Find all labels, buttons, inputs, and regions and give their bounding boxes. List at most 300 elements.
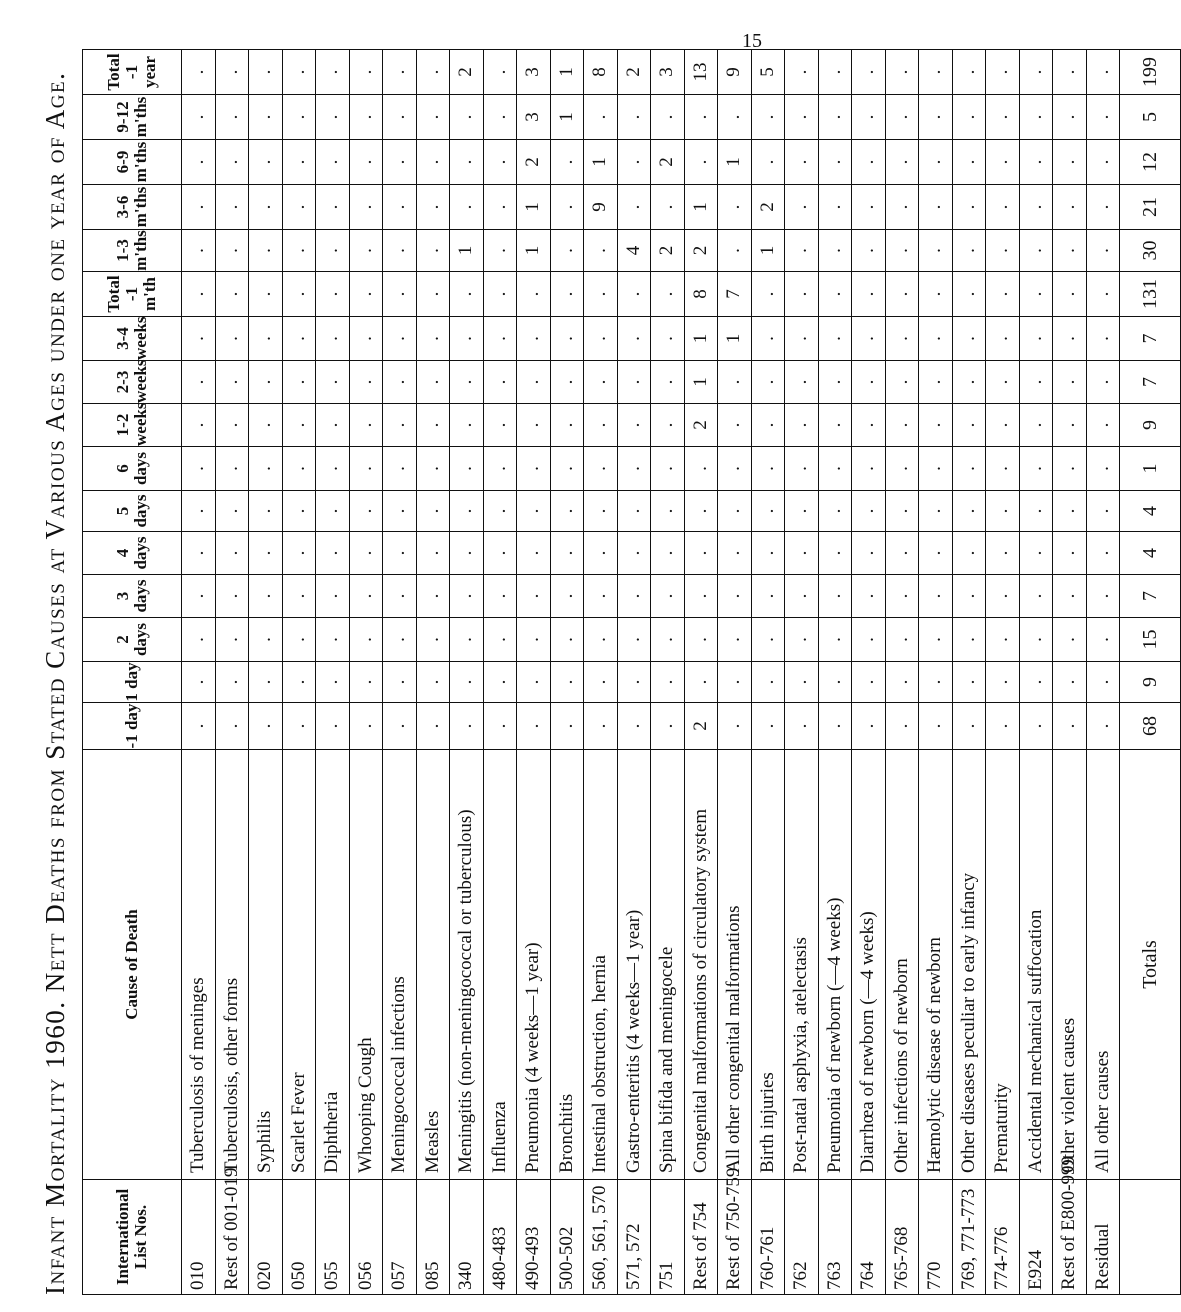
value-cell: .	[986, 230, 1020, 272]
value-cell: .	[215, 703, 249, 750]
value-cell: .	[751, 532, 785, 575]
value-cell: .	[450, 95, 484, 140]
value-cell: .	[416, 230, 450, 272]
value-cell: .	[249, 575, 283, 618]
value-cell: .	[282, 272, 316, 317]
value-cell: .	[718, 404, 752, 447]
value-cell: 1	[550, 50, 584, 95]
value-cell: .	[316, 618, 350, 662]
column-header-d2: 2 days	[83, 618, 182, 662]
value-cell: .	[1019, 703, 1053, 750]
value-cell: .	[215, 185, 249, 230]
cause-cell: Meningitis (non-meningococcal or tuberculous)	[450, 750, 484, 1180]
table-row	[617, 50, 651, 1295]
value-cell: .	[584, 404, 618, 447]
value-cell: .	[1019, 272, 1053, 317]
value-cell: .	[751, 703, 785, 750]
value-cell: .	[517, 361, 551, 404]
cause-cell: Bronchitis	[550, 750, 584, 1180]
column-header-d3: 3 days	[83, 575, 182, 618]
table-row	[818, 50, 852, 1295]
value-cell: .	[550, 662, 584, 703]
value-cell: .	[952, 95, 986, 140]
value-cell: 2	[517, 140, 551, 185]
value-cell: .	[885, 361, 919, 404]
totals-row	[1120, 50, 1181, 1295]
value-cell: .	[818, 447, 852, 491]
value-cell: .	[483, 662, 517, 703]
page-title: Infant Mortality 1960. Nett Deaths from Stated Causes at Various Ages under one year of Age.	[40, 71, 70, 1295]
value-cell: .	[718, 185, 752, 230]
value-cell: .	[651, 618, 685, 662]
value-cell: .	[986, 140, 1020, 185]
list-number-cell: Rest of 754	[684, 1180, 718, 1295]
value-cell: .	[349, 618, 383, 662]
value-cell: .	[986, 532, 1020, 575]
table-row	[517, 50, 551, 1295]
value-cell: .	[818, 491, 852, 532]
value-cell: .	[885, 618, 919, 662]
value-cell: .	[215, 95, 249, 140]
value-cell: .	[1019, 50, 1053, 95]
table-row	[383, 50, 417, 1295]
value-cell: .	[919, 50, 953, 95]
value-cell: .	[316, 532, 350, 575]
value-cell: .	[215, 317, 249, 361]
value-cell: .	[651, 95, 685, 140]
value-cell: .	[182, 404, 216, 447]
value-cell: .	[182, 662, 216, 703]
value-cell: .	[416, 95, 450, 140]
value-cell: .	[751, 447, 785, 491]
value-cell: .	[316, 185, 350, 230]
value-cell: .	[1086, 185, 1120, 230]
value-cell: 1	[584, 140, 618, 185]
column-header-tm: Total -1 m'th	[83, 272, 182, 317]
value-cell: .	[383, 662, 417, 703]
value-cell: 2	[450, 50, 484, 95]
value-cell: .	[416, 532, 450, 575]
value-cell: .	[584, 491, 618, 532]
value-cell: .	[919, 140, 953, 185]
value-cell: 9	[584, 185, 618, 230]
cause-cell: Whooping Cough	[349, 750, 383, 1180]
value-cell: .	[952, 662, 986, 703]
cause-cell: All other congenital malformations	[718, 750, 752, 1180]
cause-cell: Measles	[416, 750, 450, 1180]
column-header-ty: Total -1 year	[83, 50, 182, 95]
list-number-cell: E924	[1019, 1180, 1053, 1295]
value-cell: .	[249, 703, 283, 750]
value-cell: .	[919, 662, 953, 703]
value-cell: .	[651, 532, 685, 575]
value-cell: .	[215, 532, 249, 575]
value-cell: .	[986, 404, 1020, 447]
table-row	[450, 50, 484, 1295]
value-cell: .	[316, 491, 350, 532]
value-cell: .	[1053, 575, 1087, 618]
rotated-page	[30, 53, 1161, 1295]
value-cell: .	[450, 575, 484, 618]
value-cell: .	[215, 491, 249, 532]
table-row	[651, 50, 685, 1295]
value-cell: .	[416, 662, 450, 703]
value-cell: .	[1019, 618, 1053, 662]
value-cell: .	[1053, 532, 1087, 575]
table-row	[182, 50, 216, 1295]
value-cell: .	[517, 575, 551, 618]
value-cell: .	[751, 272, 785, 317]
table-row	[1086, 50, 1120, 1295]
value-cell: .	[1019, 575, 1053, 618]
value-cell: .	[852, 317, 886, 361]
list-number-cell: 020	[249, 1180, 283, 1295]
list-number-cell: 770	[919, 1180, 953, 1295]
column-header-m6: 6-9 m'ths	[83, 140, 182, 185]
value-cell: .	[818, 140, 852, 185]
value-cell: .	[1019, 361, 1053, 404]
value-cell: .	[550, 140, 584, 185]
value-cell: .	[215, 50, 249, 95]
value-cell: .	[785, 618, 819, 662]
value-cell: .	[249, 95, 283, 140]
value-cell: .	[383, 404, 417, 447]
value-cell: .	[550, 230, 584, 272]
value-cell: .	[785, 447, 819, 491]
value-cell: .	[249, 532, 283, 575]
value-cell: .	[517, 404, 551, 447]
value-cell: .	[182, 491, 216, 532]
table-row	[550, 50, 584, 1295]
value-cell: .	[450, 361, 484, 404]
cause-cell: Pneumonia of newborn (—4 weeks)	[818, 750, 852, 1180]
value-cell: .	[416, 50, 450, 95]
value-cell: .	[1019, 491, 1053, 532]
total-value-cell: 131	[1120, 272, 1181, 317]
value-cell: 2	[684, 703, 718, 750]
value-cell: .	[1086, 491, 1120, 532]
value-cell: .	[617, 95, 651, 140]
value-cell: .	[182, 50, 216, 95]
value-cell: .	[718, 575, 752, 618]
value-cell: .	[617, 272, 651, 317]
value-cell: .	[1086, 50, 1120, 95]
value-cell: .	[215, 662, 249, 703]
value-cell: .	[1019, 662, 1053, 703]
table-row	[684, 50, 718, 1295]
value-cell: .	[1086, 703, 1120, 750]
value-cell: .	[617, 532, 651, 575]
value-cell: .	[751, 404, 785, 447]
value-cell: .	[517, 532, 551, 575]
value-cell: .	[718, 230, 752, 272]
value-cell: .	[986, 361, 1020, 404]
value-cell: .	[919, 703, 953, 750]
value-cell: .	[1019, 185, 1053, 230]
value-cell: .	[617, 185, 651, 230]
value-cell: .	[818, 185, 852, 230]
value-cell: .	[885, 491, 919, 532]
value-cell: .	[550, 703, 584, 750]
value-cell: .	[1019, 447, 1053, 491]
value-cell: .	[986, 491, 1020, 532]
value-cell: .	[718, 703, 752, 750]
list-number-cell: 763	[818, 1180, 852, 1295]
value-cell: .	[1086, 404, 1120, 447]
value-cell: 2	[651, 230, 685, 272]
column-header-w3: 3-4 weeks	[83, 317, 182, 361]
list-number-cell: Rest of 001-019	[215, 1180, 249, 1295]
value-cell: .	[684, 140, 718, 185]
value-cell: .	[483, 230, 517, 272]
value-cell: .	[684, 491, 718, 532]
value-cell: .	[785, 317, 819, 361]
value-cell: .	[919, 95, 953, 140]
value-cell: .	[550, 185, 584, 230]
value-cell: .	[316, 361, 350, 404]
value-cell: .	[550, 404, 584, 447]
value-cell: .	[282, 95, 316, 140]
value-cell: .	[952, 317, 986, 361]
value-cell: .	[182, 447, 216, 491]
cause-cell: Intestinal obstruction, hernia	[584, 750, 618, 1180]
value-cell: .	[483, 317, 517, 361]
value-cell: .	[818, 272, 852, 317]
value-cell: .	[1086, 618, 1120, 662]
value-cell: .	[852, 703, 886, 750]
value-cell: .	[517, 662, 551, 703]
value-cell: .	[952, 532, 986, 575]
value-cell: .	[182, 140, 216, 185]
value-cell: .	[818, 95, 852, 140]
value-cell: .	[617, 317, 651, 361]
value-cell: .	[584, 230, 618, 272]
value-cell: .	[450, 532, 484, 575]
value-cell: .	[718, 95, 752, 140]
value-cell: .	[919, 230, 953, 272]
cause-cell: Gastro-enteritis (4 weeks—1 year)	[617, 750, 651, 1180]
value-cell: .	[651, 361, 685, 404]
value-cell: .	[1086, 662, 1120, 703]
value-cell: .	[383, 491, 417, 532]
column-header-cause: Cause of Death	[83, 750, 182, 1180]
value-cell: .	[785, 140, 819, 185]
value-cell: .	[316, 140, 350, 185]
column-header-code: International List Nos.	[83, 1180, 182, 1295]
table-row	[751, 50, 785, 1295]
value-cell: .	[684, 662, 718, 703]
value-cell: .	[1053, 361, 1087, 404]
value-cell: .	[215, 140, 249, 185]
total-value-cell: 1	[1120, 447, 1181, 491]
value-cell: .	[1086, 95, 1120, 140]
value-cell: .	[952, 230, 986, 272]
value-cell: 2	[617, 50, 651, 95]
value-cell: .	[684, 575, 718, 618]
value-cell: .	[852, 404, 886, 447]
cause-cell: Meningococcal infections	[383, 750, 417, 1180]
list-number-cell: Residual	[1086, 1180, 1120, 1295]
total-value-cell: 30	[1120, 230, 1181, 272]
totals-label: Totals	[1120, 750, 1181, 1180]
value-cell: .	[718, 447, 752, 491]
value-cell: .	[852, 230, 886, 272]
value-cell: .	[885, 447, 919, 491]
value-cell: .	[416, 140, 450, 185]
value-cell: .	[617, 361, 651, 404]
value-cell: .	[986, 575, 1020, 618]
list-number-cell: 010	[182, 1180, 216, 1295]
value-cell: .	[718, 618, 752, 662]
value-cell: .	[282, 703, 316, 750]
value-cell: .	[885, 140, 919, 185]
value-cell: 1	[517, 185, 551, 230]
value-cell: .	[383, 317, 417, 361]
value-cell: .	[751, 95, 785, 140]
value-cell: .	[215, 404, 249, 447]
value-cell: .	[751, 618, 785, 662]
value-cell: .	[584, 95, 618, 140]
cause-cell: Accidental mechanical suffocation	[1019, 750, 1053, 1180]
value-cell: .	[182, 575, 216, 618]
cause-cell: Pneumonia (4 weeks—1 year)	[517, 750, 551, 1180]
cause-cell: Birth injuries	[751, 750, 785, 1180]
value-cell: .	[919, 361, 953, 404]
page-number: 15	[742, 30, 762, 52]
value-cell: 1	[450, 230, 484, 272]
value-cell: .	[550, 532, 584, 575]
value-cell: .	[383, 95, 417, 140]
value-cell: 1	[751, 230, 785, 272]
value-cell: 8	[584, 50, 618, 95]
cause-cell: Tuberculosis of meninges	[182, 750, 216, 1180]
value-cell: .	[349, 140, 383, 185]
value-cell: .	[282, 618, 316, 662]
value-cell: .	[617, 404, 651, 447]
value-cell: .	[416, 703, 450, 750]
value-cell: .	[215, 575, 249, 618]
cause-cell: Other diseases peculiar to early infancy	[952, 750, 986, 1180]
value-cell: .	[282, 185, 316, 230]
value-cell: .	[349, 317, 383, 361]
value-cell: .	[785, 361, 819, 404]
value-cell: 4	[617, 230, 651, 272]
value-cell: .	[383, 50, 417, 95]
value-cell: .	[1086, 272, 1120, 317]
table-row	[852, 50, 886, 1295]
value-cell: .	[483, 703, 517, 750]
value-cell: 1	[550, 95, 584, 140]
value-cell: .	[483, 618, 517, 662]
value-cell: 3	[517, 50, 551, 95]
value-cell: .	[852, 185, 886, 230]
value-cell: .	[818, 618, 852, 662]
value-cell: .	[550, 272, 584, 317]
value-cell: 9	[718, 50, 752, 95]
value-cell: .	[1086, 447, 1120, 491]
value-cell: .	[349, 491, 383, 532]
value-cell: .	[182, 532, 216, 575]
value-cell: .	[952, 447, 986, 491]
value-cell: .	[617, 703, 651, 750]
value-cell: .	[517, 317, 551, 361]
value-cell: .	[383, 703, 417, 750]
column-header-d4: 4 days	[83, 532, 182, 575]
value-cell: .	[751, 140, 785, 185]
value-cell: .	[249, 230, 283, 272]
value-cell: .	[885, 50, 919, 95]
total-value-cell: 7	[1120, 317, 1181, 361]
value-cell: .	[751, 491, 785, 532]
value-cell: .	[383, 447, 417, 491]
value-cell: .	[986, 95, 1020, 140]
total-value-cell: 5	[1120, 95, 1181, 140]
value-cell: .	[986, 317, 1020, 361]
list-number-cell: 056	[349, 1180, 383, 1295]
value-cell: 2	[751, 185, 785, 230]
value-cell: .	[1053, 185, 1087, 230]
value-cell: .	[617, 575, 651, 618]
value-cell: .	[383, 230, 417, 272]
value-cell: .	[316, 703, 350, 750]
value-cell: .	[249, 491, 283, 532]
list-number-cell: Rest of E800-999	[1053, 1180, 1087, 1295]
value-cell: .	[517, 703, 551, 750]
value-cell: .	[1086, 140, 1120, 185]
list-number-cell: 050	[282, 1180, 316, 1295]
value-cell: .	[550, 361, 584, 404]
value-cell: .	[584, 272, 618, 317]
value-cell: .	[483, 575, 517, 618]
cause-cell: Spina bifida and meningocele	[651, 750, 685, 1180]
value-cell: .	[249, 404, 283, 447]
cause-cell: Influenza	[483, 750, 517, 1180]
value-cell: .	[517, 272, 551, 317]
value-cell: .	[316, 662, 350, 703]
value-cell: .	[282, 50, 316, 95]
value-cell: .	[483, 404, 517, 447]
list-number-cell: 769, 771-773	[952, 1180, 986, 1295]
total-value-cell: 9	[1120, 662, 1181, 703]
value-cell: .	[852, 50, 886, 95]
value-cell: .	[852, 575, 886, 618]
value-cell: .	[1019, 317, 1053, 361]
value-cell: 2	[684, 230, 718, 272]
value-cell: .	[450, 272, 484, 317]
value-cell: 5	[751, 50, 785, 95]
table-header-row	[83, 50, 182, 1295]
value-cell: .	[316, 272, 350, 317]
value-cell: .	[1086, 361, 1120, 404]
value-cell: .	[1053, 230, 1087, 272]
value-cell: .	[852, 447, 886, 491]
column-header-m1: 1-3 m'ths	[83, 230, 182, 272]
value-cell: .	[818, 532, 852, 575]
value-cell: .	[952, 50, 986, 95]
value-cell: .	[1086, 575, 1120, 618]
value-cell: .	[785, 50, 819, 95]
value-cell: .	[349, 361, 383, 404]
value-cell: .	[349, 95, 383, 140]
value-cell: .	[383, 272, 417, 317]
value-cell: .	[249, 447, 283, 491]
list-number-cell: 490-493	[517, 1180, 551, 1295]
value-cell: .	[885, 95, 919, 140]
value-cell: .	[718, 532, 752, 575]
value-cell: .	[550, 317, 584, 361]
value-cell: .	[316, 95, 350, 140]
value-cell: .	[1019, 532, 1053, 575]
